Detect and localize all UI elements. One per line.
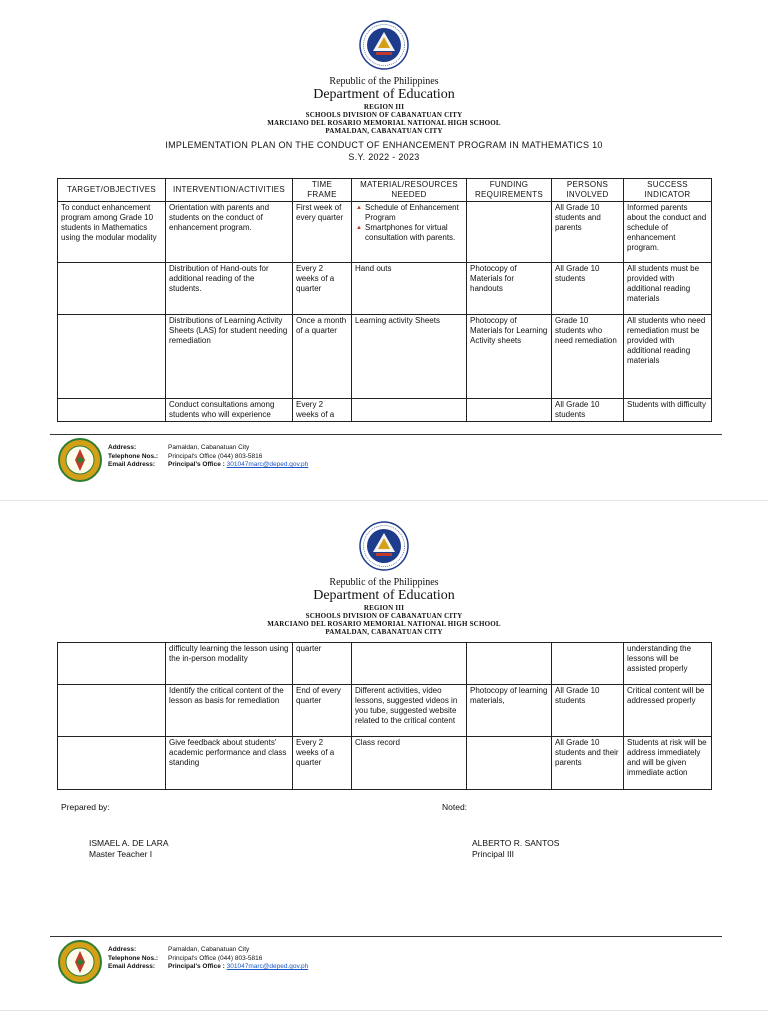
school-address: PAMALDAN, CABANATUAN CITY [325, 127, 443, 135]
republic-line: Republic of the Philippines [329, 577, 439, 588]
implementation-plan-table-page1 [57, 178, 712, 422]
preparer-block [89, 838, 169, 860]
preparer-title: Master Teacher I [89, 849, 153, 859]
materials-list [355, 203, 463, 243]
cell-persons [552, 643, 624, 685]
cell-materials [352, 399, 467, 422]
school-seal-icon [58, 940, 102, 984]
cell-materials [352, 643, 467, 685]
cell-intervention: difficulty learning the lesson using the in-person modality [166, 643, 293, 685]
table-row [58, 399, 712, 422]
header-indicator: SUCCESS INDICATOR [624, 179, 712, 202]
cell-target [58, 685, 166, 737]
noter-title: Principal III [472, 849, 515, 859]
noted-label: Noted: [442, 802, 468, 812]
department-name: Department of Education [313, 87, 455, 102]
cell-funding: Photocopy of Materials for Learning Activity sheets [467, 315, 552, 399]
noter-block [472, 838, 559, 860]
cell-indicator: All students must be provided with additional reading materials [624, 263, 712, 315]
cell-target [58, 315, 166, 399]
cell-indicator: All students who need remediation must be provided with additional reading materials [624, 315, 712, 399]
implementation-plan-table-page2 [57, 642, 712, 790]
cell-intervention: Orientation with parents and students on the conduct of enhancement program. [166, 202, 293, 263]
cell-funding [467, 737, 552, 790]
email-prefix: Principal's Office : [168, 461, 227, 468]
cell-persons: Grade 10 students who need remediation [552, 315, 624, 399]
cell-indicator: Informed parents about the conduct and schedule of enhancement program. [624, 202, 712, 263]
cell-target [58, 643, 166, 685]
cell-funding [467, 202, 552, 263]
cell-indicator: Critical content will be addressed properly [624, 685, 712, 737]
preparer-name: ISMAEL A. DE LARA [89, 838, 169, 848]
letterhead [0, 20, 768, 135]
email-label: Email Address: [108, 461, 156, 468]
address-label: Address: [108, 946, 137, 953]
division-line: SCHOOLS DIVISION OF CABANATUAN CITY [305, 111, 463, 119]
table-row [58, 263, 712, 315]
letterhead [0, 521, 768, 636]
cell-materials: Different activities, video lessons, suggested videos in you tube, suggested website related to the critical content [352, 685, 467, 737]
email-link[interactable]: 301047marc@deped.gov.ph [226, 963, 309, 970]
table-row [58, 315, 712, 399]
cell-time-frame: Every 2 weeks of a quarter [293, 737, 352, 790]
footer-contact [108, 444, 308, 470]
page-separator [0, 500, 768, 501]
prepared-by-label: Prepared by: [61, 802, 110, 812]
header-funding: FUNDING REQUIREMENTS [467, 179, 552, 202]
telephone-label: Telephone Nos.: [108, 452, 159, 460]
cell-time-frame: End of every quarter [293, 685, 352, 737]
cell-persons: All Grade 10 students and parents [552, 202, 624, 263]
school-seal-icon [58, 438, 102, 482]
table-row [58, 737, 712, 790]
telephone-value: Principal's Office (044) 803-5816 [168, 452, 263, 460]
school-name: MARCIANO DEL ROSARIO MEMORIAL NATIONAL HIGH SCHOOL [267, 620, 501, 628]
cell-indicator: Students with difficulty [624, 399, 712, 422]
cell-materials: Learning activity Sheets [352, 315, 467, 399]
cell-target [58, 263, 166, 315]
cell-funding [467, 643, 552, 685]
cell-time-frame: Every 2 weeks of a [293, 399, 352, 422]
cell-materials [352, 202, 467, 263]
region-line: REGION III [363, 103, 405, 111]
page-separator [0, 1010, 768, 1011]
cell-indicator: Students at risk will be address immediately and will be given immediate action [624, 737, 712, 790]
table-row [58, 685, 712, 737]
republic-line: Republic of the Philippines [329, 76, 439, 87]
cell-materials: Hand outs [352, 263, 467, 315]
school-name: MARCIANO DEL ROSARIO MEMORIAL NATIONAL HIGH SCHOOL [267, 119, 501, 127]
cell-intervention: Conduct consultations among students who will experience [166, 399, 293, 422]
email-label: Email Address: [108, 963, 156, 970]
cell-time-frame: quarter [293, 643, 352, 685]
table-row [58, 202, 712, 263]
address-value: Pamaldan, Cabanatuan City [168, 946, 250, 953]
school-year: S.Y. 2022 - 2023 [348, 152, 420, 162]
document-title: IMPLEMENTATION PLAN ON THE CONDUCT OF ENHANCEMENT PROGRAM IN MATHEMATICS 10 [165, 140, 603, 150]
cell-target [58, 737, 166, 790]
cell-time-frame: First week of every quarter [293, 202, 352, 263]
header-intervention: INTERVENTION/ACTIVITIES [166, 179, 293, 202]
department-name: Department of Education [313, 588, 455, 603]
header-persons: PERSONS INVOLVED [552, 179, 624, 202]
header-time-frame: TIME FRAME [293, 179, 352, 202]
cell-time-frame: Once a month of a quarter [293, 315, 352, 399]
header-materials: MATERIAL/RESOURCES NEEDED [352, 179, 467, 202]
footer-contact [108, 946, 308, 972]
cell-time-frame: Every 2 weeks of a quarter [293, 263, 352, 315]
telephone-label: Telephone Nos.: [108, 954, 159, 962]
cell-funding [467, 399, 552, 422]
school-address: PAMALDAN, CABANATUAN CITY [325, 628, 443, 636]
deped-seal-icon [359, 521, 409, 571]
cell-materials: Class record [352, 737, 467, 790]
region-line: REGION III [363, 604, 405, 612]
cell-intervention: Distributions of Learning Activity Sheets (LAS) for student needing remediation [166, 315, 293, 399]
address-label: Address: [108, 444, 137, 451]
header-target: TARGET/OBJECTIVES [58, 179, 166, 202]
cell-intervention: Give feedback about students' academic performance and class standing [166, 737, 293, 790]
cell-target: To conduct enhancement program among Grade 10 students in Mathematics using the modular modality [58, 202, 166, 263]
materials-list-item: ▲ Smartphones for virtual consultation with parents. [355, 223, 463, 243]
footer-divider [50, 936, 722, 937]
cell-funding: Photocopy of learning materials, [467, 685, 552, 737]
cell-indicator: understanding the lessons will be assisted properly [624, 643, 712, 685]
email-link[interactable]: 301047marc@deped.gov.ph [226, 461, 309, 468]
address-value: Pamaldan, Cabanatuan City [168, 444, 250, 451]
footer-divider [50, 434, 722, 435]
noter-name: ALBERTO R. SANTOS [472, 838, 560, 848]
cell-persons: All Grade 10 students [552, 399, 624, 422]
email-prefix: Principal's Office : [168, 963, 227, 970]
division-line: SCHOOLS DIVISION OF CABANATUAN CITY [305, 612, 463, 620]
cell-persons: All Grade 10 students and their parents [552, 737, 624, 790]
cell-funding: Photocopy of Materials for handouts [467, 263, 552, 315]
materials-list-item: ▲ Schedule of Enhancement Program [355, 203, 463, 223]
cell-intervention: Identify the critical content of the lesson as basis for remediation [166, 685, 293, 737]
deped-seal-icon [359, 20, 409, 70]
cell-intervention: Distribution of Hand-outs for additional reading of the students. [166, 263, 293, 315]
cell-persons: All Grade 10 students [552, 685, 624, 737]
document-title-block [0, 139, 768, 163]
table-header-row [58, 179, 712, 202]
table-row [58, 643, 712, 685]
telephone-value: Principal's Office (044) 803-5816 [168, 954, 263, 962]
cell-target [58, 399, 166, 422]
cell-persons: All Grade 10 students [552, 263, 624, 315]
